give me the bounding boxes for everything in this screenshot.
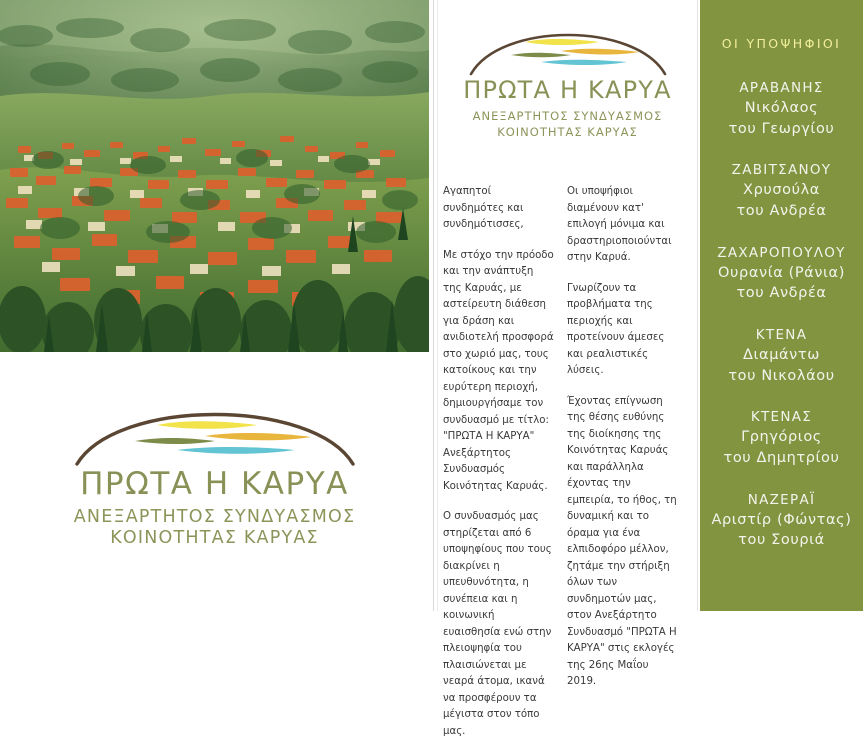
candidate-surname: ΝΑΖΕΡΑΪ (747, 491, 816, 508)
candidate-patronymic: του Γεωργίου (728, 120, 835, 137)
village-photo (0, 0, 429, 352)
brand-arc-icon-small (463, 18, 673, 80)
brand-subtitle-small-line1: ΑΝΕΞΑΡΤΗΤΟΣ ΣΥΝΔΥΑΣΜΟΣ (472, 109, 663, 124)
letter-paragraph: Έχοντας επίγνωση της θέσης ευθύνης της διοίκησης της Κοινότητας Καρυάς και παράλληλα έχοντας την εμπειρία, το ήθος, τη δυναμική και το όραμα για ένα ελπιδοφόρο μέλλον, ζητάμε την στήριξη όλων των συνδημοτών μας, στον Ανεξάρτητο Συνδυασμό "ΠΡΩΤΑ Η ΚΑΡΥΑ" στις εκλογές της 26ης Μαΐου 2019. (567, 395, 677, 688)
brand-arc-icon (65, 392, 365, 472)
candidate-item (700, 408, 863, 468)
candidates-list (700, 79, 863, 551)
candidate-firstname: Ουρανία (Ράνια) (718, 264, 845, 281)
fold-divider-left (433, 0, 434, 611)
letter-body (438, 184, 697, 737)
candidate-item (700, 161, 863, 221)
candidate-patronymic: του Ανδρέα (736, 203, 827, 220)
brand-logo-large (0, 392, 429, 550)
candidate-firstname: Αριστίρ (Φώντας) (711, 511, 852, 528)
brand-name-small: ΠΡΩΤΑ Η ΚΑΡΥΑ (463, 76, 672, 104)
candidate-patronymic: του Δημητρίου (723, 449, 840, 466)
candidate-surname: ΚΤΕΝΑ (755, 326, 808, 343)
letter-column-left (443, 184, 555, 755)
candidate-firstname: Χρυσούλα (743, 182, 820, 199)
candidates-heading: ΟΙ ΥΠΟΨΗΦΙΟΙ (721, 36, 842, 51)
candidate-patronymic: του Ανδρέα (736, 285, 827, 302)
candidate-item (700, 244, 863, 304)
candidate-firstname: Γρηγόριος (741, 429, 822, 446)
candidate-firstname: Νικόλαος (744, 100, 819, 117)
candidate-surname: ΖΑΒΙΤΣΑΝΟΥ (731, 162, 832, 179)
brand-subtitle-line2: ΚΟΙΝΟΤΗΤΑΣ ΚΑΡΥΑΣ (110, 528, 319, 549)
letter-paragraph: Αγαπητοί συνδημότες και συνδημότισσες, (443, 186, 524, 231)
panel-middle (438, 0, 697, 737)
panel-candidates (700, 0, 863, 611)
letter-paragraph: Ο συνδυασμός μας στηρίζεται από 6 υποψηφίους που τους διακρίνει η υπευθυνότητα, η συνέπεια και η κοινωνική ευαισθησία ενώ στην πλειοψηφία του πλαισιώνεται με νεαρά άτομα, ικανά να προσφέρουν τα μέγιστα στον τόπο μας. (443, 511, 552, 737)
brand-subtitle-small-line2: ΚΟΙΝΟΤΗΤΑΣ ΚΑΡΥΑΣ (497, 124, 638, 139)
letter-paragraph: Γνωρίζουν τα προβλήματα της περιοχής και προτείνουν άμεσες και ρεαλιστικές λύσεις. (567, 282, 665, 377)
fold-divider-right (697, 0, 698, 611)
candidate-patronymic: του Σουριά (738, 532, 825, 549)
candidate-surname: ΚΤΕΝΑΣ (750, 409, 813, 426)
candidate-item (700, 79, 863, 139)
panel-left (0, 0, 429, 611)
brand-subtitle-line1: ΑΝΕΞΑΡΤΗΤΟΣ ΣΥΝΔΥΑΣΜΟΣ (73, 506, 356, 527)
village-photo-illustration (0, 0, 429, 352)
letter-paragraph: Με στόχο την πρόοδο και την ανάπτυξη της Καρυάς, με αστείρευτη διάθεση για δράση και ανιδιοτελή προσφορά στο χωριό μας, τους κατοίκους και την ευρύτερη περιοχή, δημιουργήσαμε τον συνδυασμό με τίτλο: "ΠΡΩΤΑ Η ΚΑΡΥΑ" Ανεξάρτητος Συνδυασμός Κοινότητας Καρυάς. (443, 249, 554, 492)
candidate-surname: ΖΑΧΑΡΟΠΟΥΛΟΥ (717, 244, 846, 261)
brand-logo-small (438, 18, 697, 140)
candidate-patronymic: του Νικολάου (728, 367, 835, 384)
candidate-item (700, 491, 863, 551)
candidate-firstname: Διαμάντω (743, 347, 820, 364)
candidate-surname: ΑΡΑΒΑΝΗΣ (739, 80, 824, 96)
brand-name: ΠΡΩΤΑ Η ΚΑΡΥΑ (80, 466, 349, 502)
letter-column-right (567, 184, 679, 705)
letter-paragraph: Οι υποψήφιοι διαμένουν κατ' επιλογή μόνιμα και δραστηριοποιούνται στην Καρυά. (567, 186, 672, 264)
candidate-item (700, 326, 863, 386)
